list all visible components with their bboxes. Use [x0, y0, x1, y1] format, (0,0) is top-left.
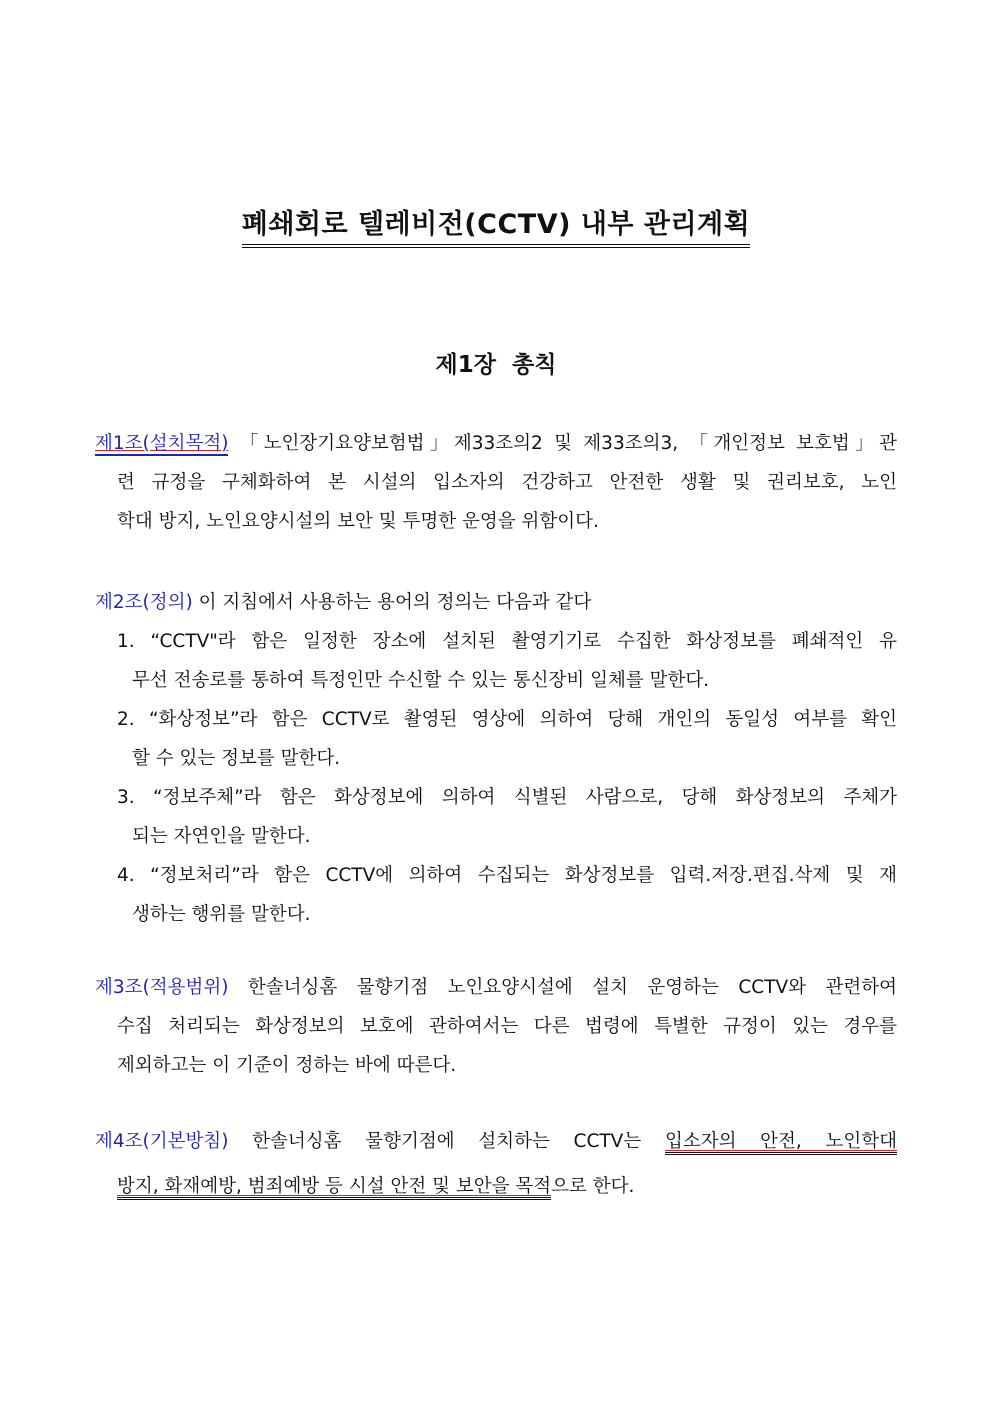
article-4-text: 한솔너싱홈 물향기점에 설치하는 CCTV는 — [252, 1131, 642, 1152]
article-4-heading: 제4조(기본방침) — [95, 1131, 229, 1152]
article-3-line-3: 제외하고는 이 기준이 정하는 바에 따른다. — [117, 1055, 457, 1076]
article-3-heading: 제3조(적용범위) — [95, 977, 229, 998]
article-3-line-2: 수집 처리되는 화상정보의 보호에 관하여서는 다른 법령에 특별한 규정이 있는 경우를 — [117, 1016, 897, 1037]
definition-item-3-line-1: 3. “정보주체”라 함은 화상정보에 의하여 식별된 사람으로, 당해 화상정보의 주체가 — [117, 787, 897, 808]
article-2-intro: 이 지침에서 사용하는 용어의 정의는 다음과 같다 — [198, 592, 592, 613]
article-1 — [95, 424, 897, 541]
definition-item-1-line-2: 무선 전송로를 통하여 특정인만 수신할 수 있는 통신장비 일체를 말한다. — [132, 670, 710, 691]
article-4-underlined-purpose: 입소자의 안전, 노인학대 — [665, 1131, 897, 1155]
definition-item-1-line-1: 1. “CCTV"라 함은 일정한 장소에 설치된 촬영기기로 수집한 화상정보를 폐쇄적인 유 — [117, 631, 897, 652]
article-4-underlined-purpose-cont: 방지, 화재예방, 범죄예방 등 시설 안전 및 보안을 목적 — [117, 1176, 551, 1200]
definition-item-4-line-2: 생하는 행위를 말한다. — [132, 904, 311, 925]
definition-item-2-line-1: 2. “화상정보”라 함은 CCTV로 촬영된 영상에 의하여 당해 개인의 동일성 여부를 확인 — [117, 709, 897, 730]
article-1-text: 「노인장기요양보험법」제33조의2 및 제33조의3, 「개인정보 보호법」관 — [239, 433, 897, 454]
article-1-line-1 — [95, 424, 897, 463]
article-4-line-2 — [95, 1167, 897, 1206]
article-3 — [95, 968, 897, 1085]
article-3-text: 한솔너싱홈 물향기점 노인요양시설에 설치 운영하는 CCTV와 관련하여 — [247, 977, 897, 998]
definition-item-3-line-2: 되는 자연인을 말한다. — [132, 826, 311, 847]
article-1-heading: 제1조(설치목적) — [95, 433, 229, 454]
article-4-line-1 — [95, 1121, 897, 1167]
article-4 — [95, 1121, 897, 1206]
chapter-heading: 제1장 총칙 — [435, 352, 557, 378]
article-1-line-3: 학대 방지, 노인요양시설의 보안 및 투명한 운영을 위함이다. — [117, 511, 599, 532]
article-2-heading: 제2조(정의) — [95, 592, 193, 613]
definition-item-2-line-2: 할 수 있는 정보를 말한다. — [132, 748, 341, 769]
document-title: 폐쇄회로 텔레비전(CCTV) 내부 관리계획 — [0, 208, 992, 248]
article-2-line-1 — [95, 583, 897, 622]
article-4-text-end: 으로 한다. — [551, 1176, 635, 1197]
article-1-line-2: 련 규정을 구체화하여 본 시설의 입소자의 건강하고 안전한 생활 및 권리보호, 노인 — [117, 472, 897, 493]
definition-item-4-line-1: 4. “정보처리”라 함은 CCTV에 의하여 수집되는 화상정보를 입력.저장.편집.삭제 및 재 — [117, 865, 897, 886]
article-2 — [95, 583, 897, 934]
article-3-line-1 — [95, 968, 897, 1007]
